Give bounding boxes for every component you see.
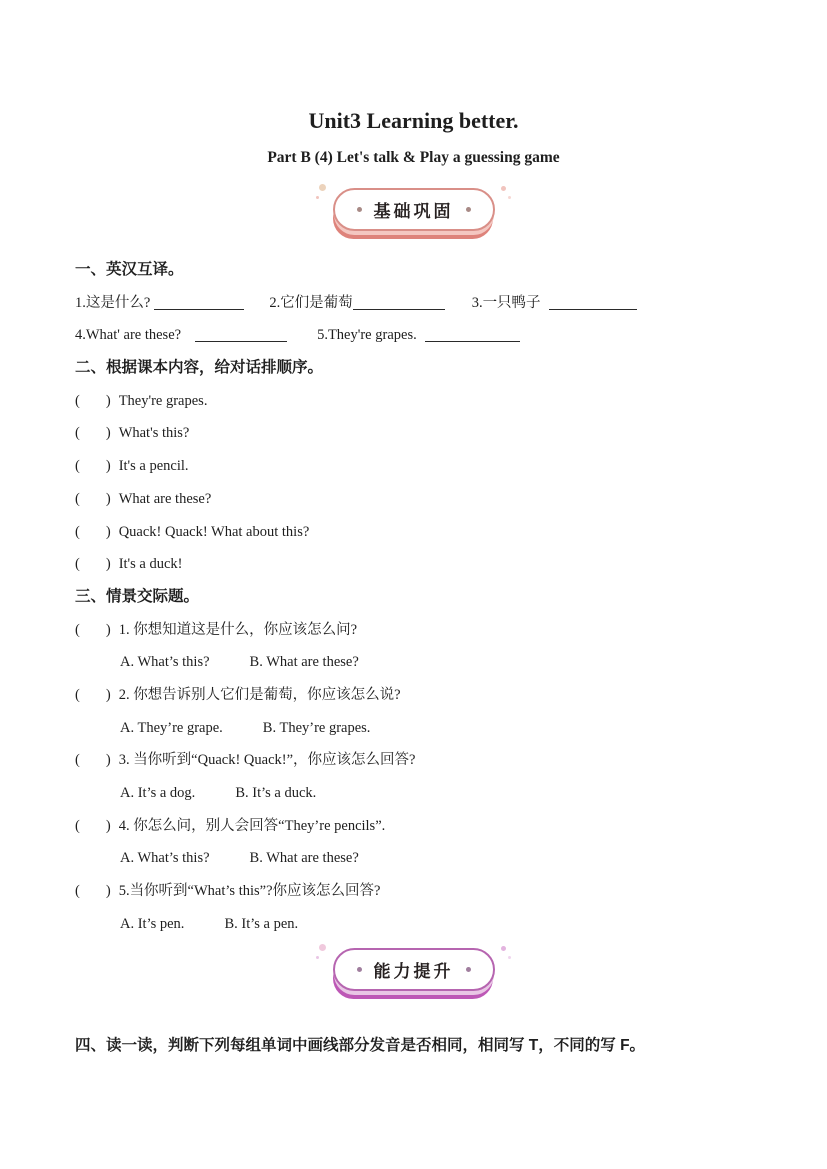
mcq-question-text: 3. 当你听到“Quack! Quack!”，你应该怎么回答? bbox=[118, 752, 416, 769]
sequence-item-text: What's this? bbox=[118, 425, 190, 442]
sequence-item-text: What are these? bbox=[118, 490, 212, 507]
mcq-option-b: B. They’re grapes. bbox=[262, 719, 371, 736]
paren-close: ) bbox=[105, 752, 111, 769]
sequence-item-text: Quack! Quack! What about this? bbox=[118, 523, 310, 540]
translation-item-label: 5.They're grapes. bbox=[317, 327, 417, 344]
badge-advanced-row bbox=[0, 948, 827, 1000]
badge-basic-row bbox=[0, 188, 827, 240]
badge-advanced bbox=[333, 948, 495, 991]
paren-open: ( bbox=[75, 686, 80, 703]
translation-item-label: 2.它们是葡萄 bbox=[269, 294, 353, 311]
sparkle-icon bbox=[501, 186, 506, 191]
worksheet-body bbox=[75, 254, 757, 940]
paren-open: ( bbox=[75, 883, 80, 900]
paren-close: ) bbox=[105, 621, 111, 638]
paren-close: ) bbox=[105, 883, 111, 900]
paren-close: ) bbox=[105, 817, 111, 834]
mcq-question-text: 5.当你听到“What’s this”?你应该怎么回答? bbox=[118, 883, 381, 900]
mcq-options bbox=[75, 908, 757, 941]
mcq-option-b: B. What are these? bbox=[249, 654, 359, 671]
answer-blank[interactable] bbox=[195, 329, 287, 342]
sequence-item-text: It's a pencil. bbox=[118, 458, 189, 475]
mcq-question bbox=[75, 810, 757, 843]
mcq-question bbox=[75, 744, 757, 777]
section2-heading: 二、根据课本内容，给对话排顺序。 bbox=[75, 359, 324, 377]
sequence-item bbox=[75, 385, 757, 418]
answer-blank[interactable] bbox=[425, 329, 520, 342]
paren-close: ) bbox=[105, 392, 111, 409]
paren-close: ) bbox=[105, 425, 111, 442]
badge-dot-icon bbox=[466, 967, 471, 972]
sequence-item bbox=[75, 483, 757, 516]
sequence-item bbox=[75, 450, 757, 483]
paren-close: ) bbox=[105, 686, 111, 703]
section1-heading: 一、英汉互译。 bbox=[75, 261, 184, 278]
translation-item-label: 1.这是什么? bbox=[75, 294, 151, 311]
paren-open: ( bbox=[75, 817, 80, 834]
page-subtitle: Part B (4) Let's talk & Play a guessing game bbox=[267, 149, 560, 166]
page-title: Unit3 Learning better. bbox=[308, 108, 519, 133]
section1-row1 bbox=[75, 287, 757, 320]
badge-dot-icon bbox=[357, 967, 362, 972]
badge-basic-label: 基础巩固 bbox=[373, 202, 454, 221]
mcq-option-a: A. It’s a dog. bbox=[120, 785, 196, 801]
mcq-question-text: 4. 你怎么问，别人会回答“They’re pencils”. bbox=[118, 817, 386, 834]
mcq-option-a: A. What’s this? bbox=[120, 654, 210, 671]
mcq-options bbox=[75, 646, 757, 679]
paren-close: ) bbox=[105, 556, 111, 573]
sequence-item-text: It's a duck! bbox=[118, 556, 183, 573]
paren-close: ) bbox=[105, 490, 111, 507]
badge-dot-icon bbox=[466, 207, 471, 212]
paren-open: ( bbox=[75, 392, 80, 409]
paren-open: ( bbox=[75, 425, 80, 442]
sparkle-icon bbox=[501, 946, 506, 951]
paren-open: ( bbox=[75, 752, 80, 769]
mcq-option-b: B. It’s a pen. bbox=[224, 915, 299, 932]
mcq-question-text: 2. 你想告诉别人它们是葡萄，你应该怎么说? bbox=[118, 686, 401, 703]
sequence-item bbox=[75, 417, 757, 450]
paren-open: ( bbox=[75, 490, 80, 507]
paren-open: ( bbox=[75, 621, 80, 638]
section1-row2 bbox=[75, 319, 757, 352]
paren-close: ) bbox=[105, 523, 111, 540]
paren-open: ( bbox=[75, 523, 80, 540]
mcq-options bbox=[75, 842, 757, 875]
mcq-question bbox=[75, 875, 757, 908]
mcq-question bbox=[75, 614, 757, 647]
answer-blank[interactable] bbox=[353, 297, 445, 310]
mcq-option-b: B. It’s a duck. bbox=[235, 785, 317, 801]
section4-heading: 四、读一读，判断下列每组单词中画线部分发音是否相同，相同写 T，不同的写 F。 bbox=[75, 1037, 646, 1055]
answer-blank[interactable] bbox=[549, 297, 637, 310]
translation-item-label: 4.What' are these? bbox=[75, 327, 182, 344]
worksheet-body-2 bbox=[75, 1030, 757, 1063]
sequence-item-text: They're grapes. bbox=[118, 392, 208, 409]
mcq-options bbox=[75, 712, 757, 745]
sparkle-icon bbox=[319, 184, 326, 191]
mcq-question bbox=[75, 679, 757, 712]
mcq-question-text: 1. 你想知道这是什么，你应该怎么问? bbox=[118, 621, 358, 638]
section3-heading: 三、情景交际题。 bbox=[75, 587, 200, 605]
sparkle-icon bbox=[319, 944, 326, 951]
mcq-options bbox=[75, 777, 757, 810]
paren-close: ) bbox=[105, 458, 111, 475]
badge-advanced-label: 能力提升 bbox=[373, 962, 454, 982]
mcq-option-b: B. What are these? bbox=[249, 850, 359, 867]
translation-item-label: 3.一只鸭子 bbox=[471, 294, 541, 311]
sequence-item bbox=[75, 548, 757, 581]
badge-basic bbox=[333, 188, 495, 231]
badge-dot-icon bbox=[357, 207, 362, 212]
sequence-item bbox=[75, 516, 757, 549]
mcq-option-a: A. What’s this? bbox=[120, 850, 210, 867]
answer-blank[interactable] bbox=[154, 297, 244, 310]
paren-open: ( bbox=[75, 458, 80, 475]
mcq-option-a: A. It’s pen. bbox=[120, 915, 185, 932]
mcq-option-a: A. They’re grape. bbox=[120, 719, 223, 736]
paren-open: ( bbox=[75, 556, 80, 573]
